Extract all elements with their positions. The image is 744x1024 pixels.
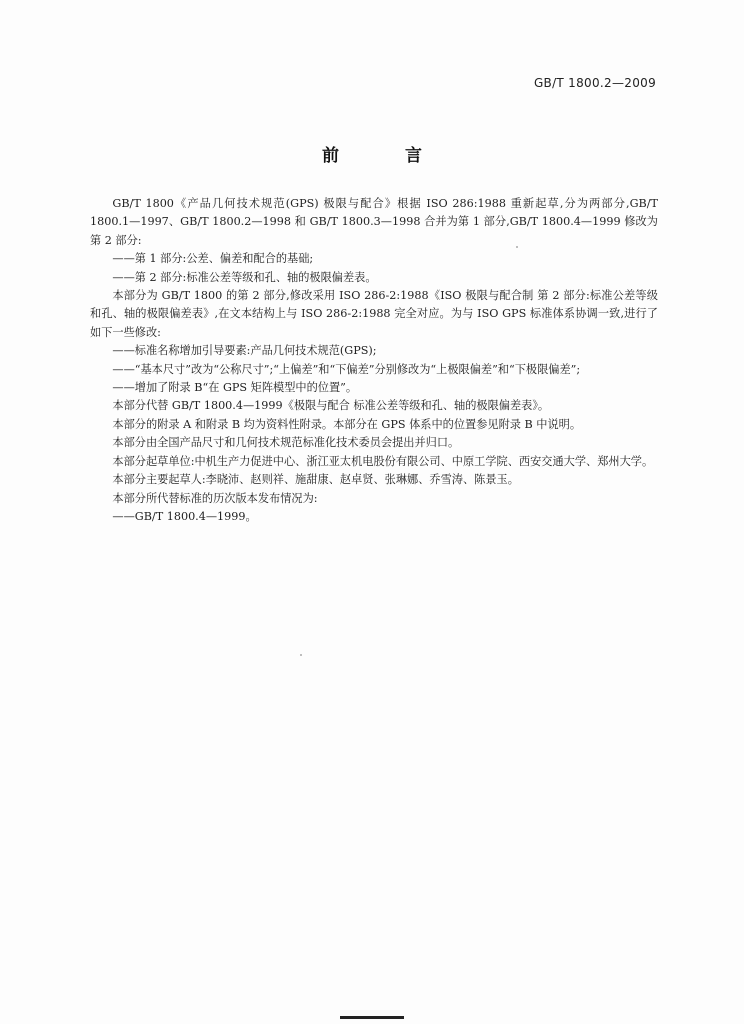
list-item: ——增加了附录 B“在 GPS 矩阵模型中的位置”。 bbox=[112, 381, 358, 395]
paragraph: 本部分的附录 A 和附录 B 均为资料性附录。本部分在 GPS 体系中的位置参见附录 B 中说明。 bbox=[112, 417, 582, 431]
paragraph: 本部分主要起草人:李晓沛、赵则祥、施甜康、赵卓贤、张琳娜、乔雪涛、陈景玉。 bbox=[112, 473, 519, 487]
paragraph: 本部分代替 GB/T 1800.4—1999《极限与配合 标准公差等级和孔、轴的极限偏差表》。 bbox=[112, 399, 550, 413]
paragraph: 本部分由全国产品尺寸和几何技术规范标准化技术委员会提出并归口。 bbox=[112, 436, 460, 450]
page-title: 前 言 bbox=[322, 146, 452, 166]
foreword-body bbox=[90, 195, 658, 526]
paragraph: 本部分所代替标准的历次版本发布情况为: bbox=[112, 491, 318, 505]
page-footer-bar bbox=[340, 1016, 404, 1019]
scan-speck bbox=[516, 246, 518, 248]
list-item: ——第 2 部分:标准公差等级和孔、轴的极限偏差表。 bbox=[112, 270, 377, 284]
standard-code: GB/T 1800.2—2009 bbox=[533, 76, 656, 90]
list-item: ——标准名称增加引导要素:产品几何技术规范(GPS); bbox=[112, 344, 377, 358]
paragraph: GB/T 1800《产品几何技术规范(GPS) 极限与配合》根据 ISO 286:1988 重新起草,分为两部分,GB/T 1800.1—1997、GB/T 1800.2—1998 和 GB/T 1800.3—1998 合并为第 1 部分,GB/T 1800.4—1999 修改为第 2 部分: bbox=[90, 197, 658, 247]
paragraph: 本部分起草单位:中机生产力促进中心、浙江亚太机电股份有限公司、中原工学院、西安交通大学、郑州大学。 bbox=[112, 454, 654, 468]
list-item: ——“基本尺寸”改为“公称尺寸”;“上偏差”和“下偏差”分别修改为“上极限偏差”和“下极限偏差”; bbox=[112, 362, 581, 376]
list-item: ——第 1 部分:公差、偏差和配合的基础; bbox=[112, 252, 314, 266]
scan-speck bbox=[300, 654, 302, 656]
paragraph: 本部分为 GB/T 1800 的第 2 部分,修改采用 ISO 286-2:1988《ISO 极限与配合制 第 2 部分:标准公差等级和孔、轴的极限偏差表》,在文本结构上与 ISO 286-2:1988 完全对应。为与 ISO GPS 标准体系协调一致,进行了如下一些修改: bbox=[90, 289, 658, 339]
list-item: ——GB/T 1800.4—1999。 bbox=[112, 509, 257, 523]
